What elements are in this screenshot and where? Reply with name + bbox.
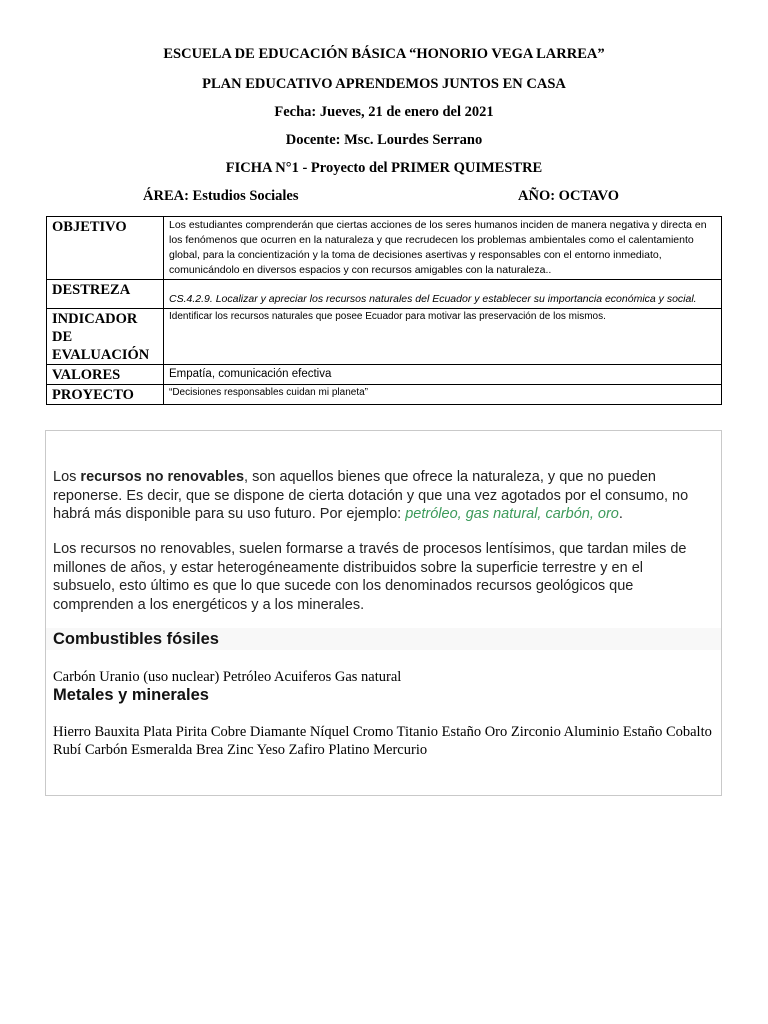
school-name: ESCUELA DE EDUCACIÓN BÁSICA “HONORIO VEGA LARREA” — [163, 46, 605, 62]
destreza-label: DESTREZA — [47, 280, 164, 309]
table-row-proyecto — [47, 385, 722, 405]
table-row-destreza — [47, 280, 722, 309]
objetivo-label: OBJETIVO — [47, 217, 164, 280]
proyecto-label: PROYECTO — [47, 385, 164, 405]
indicador-label-line-3: EVALUACIÓN — [52, 347, 150, 363]
destreza-text — [164, 280, 722, 309]
valores-label: VALORES — [47, 365, 164, 385]
sheet-title: FICHA N°1 - Proyecto del PRIMER QUIMESTRE — [225, 160, 543, 176]
heading-metals-minerals — [46, 684, 721, 706]
indicador-label-line-1: INDICADOR — [52, 311, 138, 327]
date-line: Fecha: Jueves, 21 de enero del 2021 — [274, 104, 494, 120]
p1-examples: petróleo, gas natural, carbón, oro — [405, 506, 619, 522]
table-row-objetivo — [47, 217, 722, 280]
heading-fossil-fuels — [46, 628, 721, 650]
paragraph-formation: Los recursos no renovables, suelen formarse a través de procesos lentísimos, que tardan miles de millones de años, y estar heterogéneamente distribuidos sobre la superficie terrestre y en el subsuelo, esto último es que lo que sucede con los denominados recursos geológicos que comprenden a los energéticos y a los minerales. — [53, 541, 687, 613]
heading-fossil-fuels-text: Combustibles fósiles — [53, 630, 219, 648]
p1-end: . — [618, 506, 623, 522]
indicador-label — [47, 309, 164, 365]
fossil-fuels-list: Carbón Uranio (uso nuclear) Petróleo Acuiferos Gas natural — [53, 669, 402, 685]
indicador-text: Identificar los recursos naturales que posee Ecuador para motivar las preservación de los mismos. — [164, 309, 722, 365]
teacher-line: Docente: Msc. Lourdes Serrano — [285, 132, 483, 148]
plan-title: PLAN EDUCATIVO APRENDEMOS JUNTOS EN CASA — [202, 76, 566, 92]
destreza-italic-text: CS.4.2.9. Localizar y apreciar los recursos naturales del Ecuador y establecer su importancia económica y social. — [169, 293, 697, 305]
objetivo-text: Los estudiantes comprenderán que ciertas acciones de los seres humanos inciden de manera negativa y directa en los fenómenos que ocurren en la naturaleza y que recrudecen los problemas ambientales como el calentamiento global, para la concientización y la toma de decisiones asertivas y responsables con el entorno inmediato, comunicándolo en diversos espacios y con recursos amigables con la naturaleza.. — [164, 217, 722, 280]
table-row-valores — [47, 365, 722, 385]
p1-body: , son aquellos bienes que ofrece la naturaleza, y que no pueden reponerse. Es decir, que se dispone de cierta dotación y que una vez agotados por el consumo, no habrá más disponible para su uso futuro. Por ejemplo: — [53, 469, 689, 522]
p1-bold-term: recursos no renovables — [80, 469, 245, 485]
paragraph-definition — [53, 468, 703, 524]
p1-intro: Los — [53, 469, 81, 485]
indicador-label-line-2: DE — [52, 329, 73, 345]
proyecto-text: “Decisiones responsables cuidan mi planeta” — [164, 385, 722, 405]
valores-text: Empatía, comunicación efectiva — [164, 365, 722, 385]
table-row-indicador — [47, 309, 722, 365]
plan-info-table — [46, 216, 722, 405]
content-box — [45, 430, 722, 796]
year-label: AÑO: OCTAVO — [518, 188, 620, 204]
metals-minerals-list: Hierro Bauxita Plata Pirita Cobre Diamante Níquel Cromo Titanio Estaño Oro Zirconio Aluminio Estaño Cobalto Rubí Carbón Esmeralda Brea Zinc Yeso Zafiro Platino Mercurio — [53, 724, 712, 758]
area-year-line — [0, 188, 768, 206]
area-label: ÁREA: Estudios Sociales — [143, 188, 299, 204]
heading-metals-minerals-text: Metales y minerales — [53, 686, 209, 704]
